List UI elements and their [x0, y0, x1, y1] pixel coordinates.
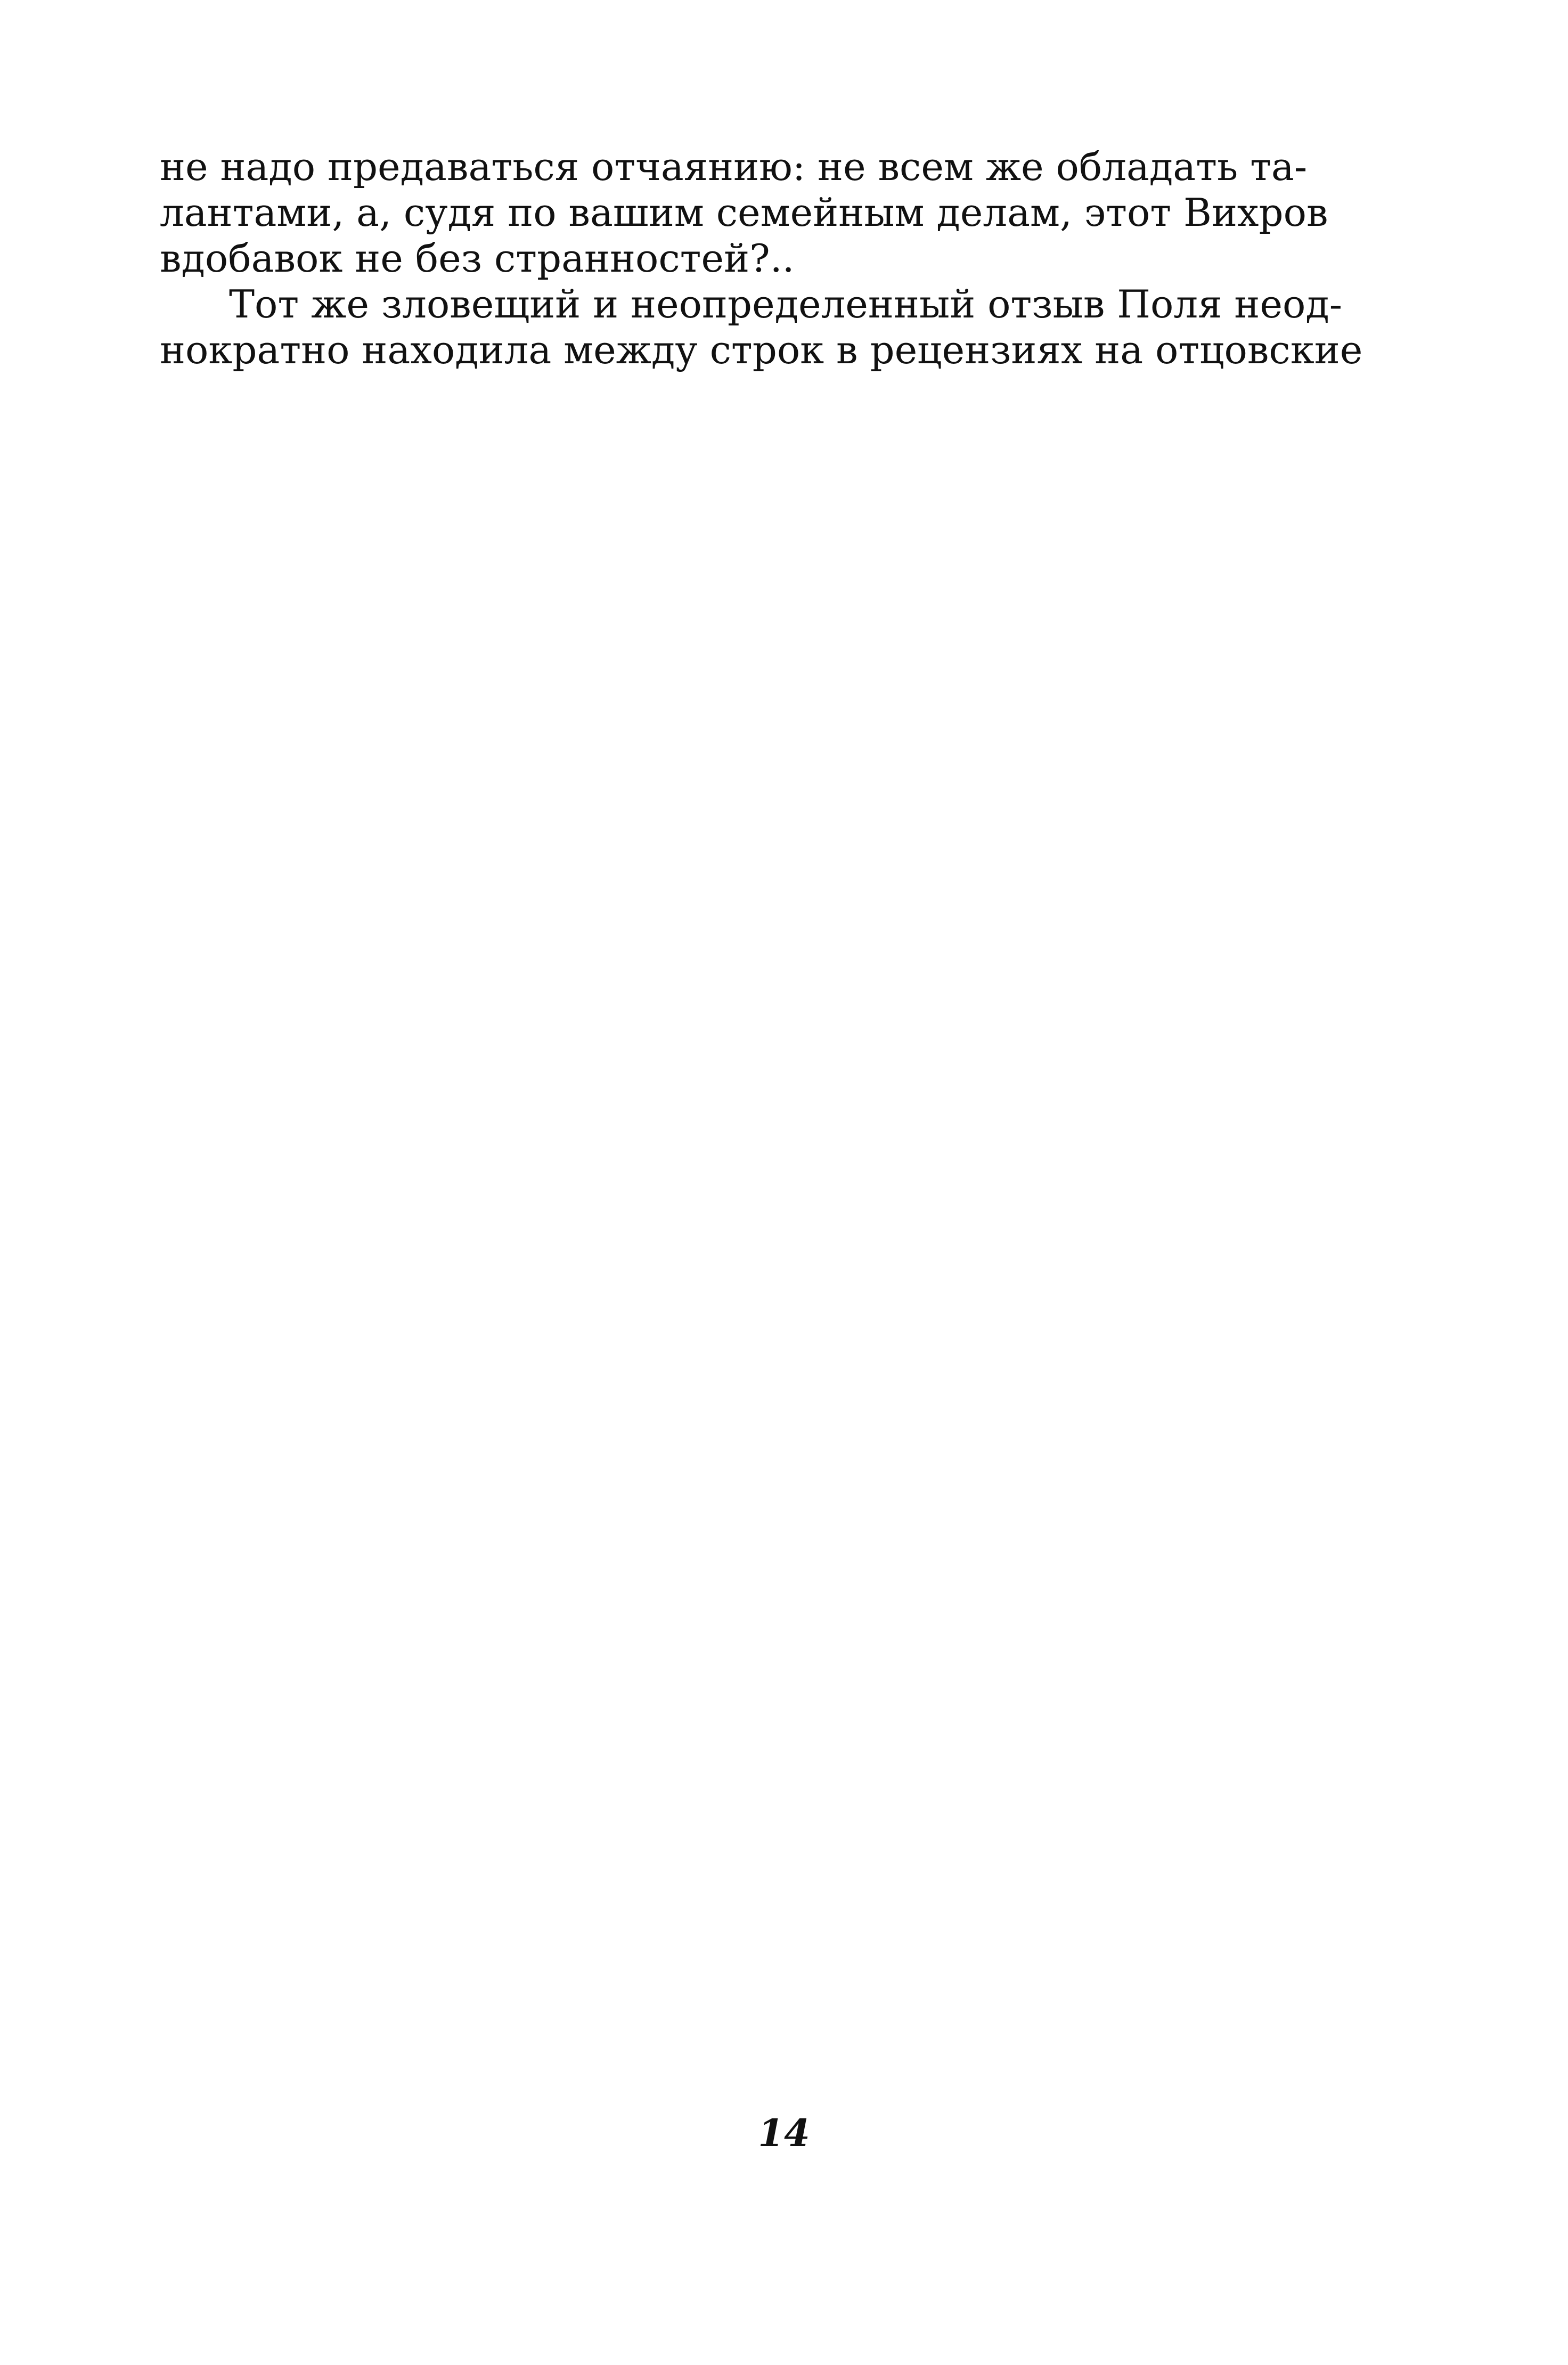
text-line: лантами, а, судя по вашим семейным делам, этот Вихров — [160, 190, 1328, 235]
text-line: вдобавок не без странностей?.. — [160, 236, 795, 281]
page-number: 14 — [758, 2111, 810, 2155]
text-line: Тот же зловещий и неопределенный отзыв Поля неод- — [229, 282, 1343, 327]
body-text — [160, 144, 1385, 2088]
text-line: нократно находила между строк в рецензиях на отцовские — [160, 328, 1363, 372]
text-line: не надо предаваться отчаянию: не всем же обладать та- — [160, 144, 1308, 189]
